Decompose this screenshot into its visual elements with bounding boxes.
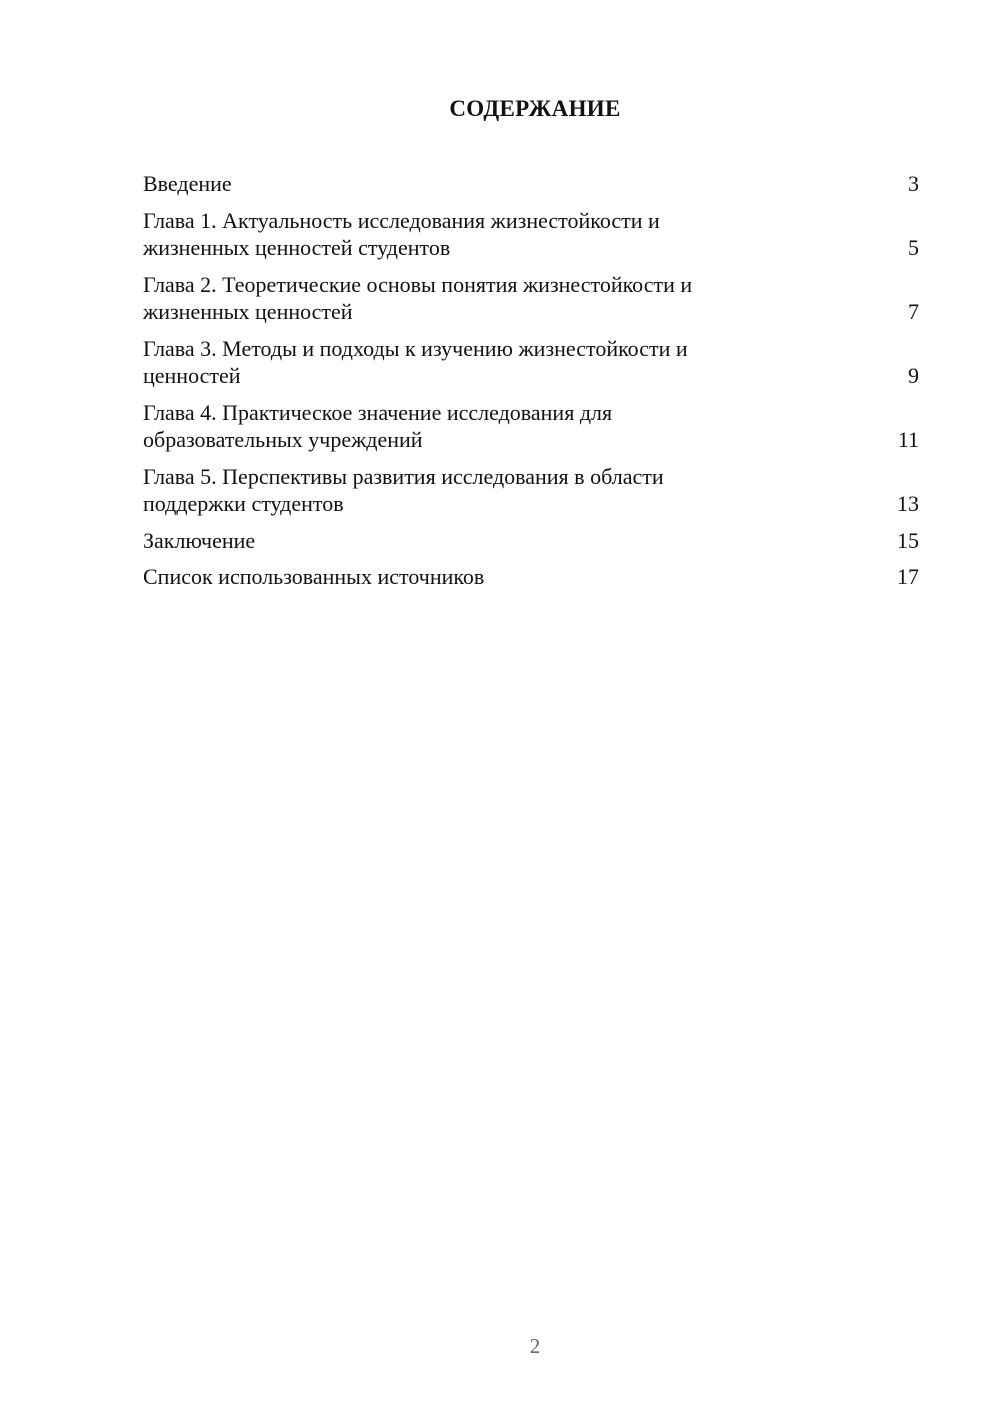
toc-entry-page: 5	[908, 235, 919, 260]
toc-entry-title: Глава 5. Перспективы развития исследования в области поддержки студентов	[143, 464, 664, 516]
toc-entry-page: 17	[897, 564, 919, 589]
table-of-contents	[143, 170, 919, 599]
toc-entry-title: Глава 3. Методы и подходы к изучению жизнестойкости и ценностей	[143, 336, 688, 388]
toc-entry-title: Список использованных источников	[143, 564, 485, 589]
page-number: 2	[529, 1334, 541, 1358]
toc-entry-page: 11	[897, 427, 919, 452]
toc-entry-page: 7	[908, 299, 919, 324]
toc-entry-chapter-4	[143, 399, 919, 453]
toc-entry-references	[143, 563, 919, 590]
page-title: СОДЕРЖАНИЕ	[449, 96, 621, 121]
toc-entry-introduction	[143, 170, 919, 197]
toc-entry-page: 13	[897, 491, 919, 516]
toc-entry-title: Глава 1. Актуальность исследования жизнестойкости и жизненных ценностей студентов	[143, 208, 660, 260]
toc-entry-chapter-2	[143, 271, 919, 325]
toc-entry-chapter-1	[143, 207, 919, 261]
toc-entry-page: 9	[908, 363, 919, 388]
toc-entry-page: 15	[897, 528, 919, 553]
toc-entry-chapter-5	[143, 463, 919, 517]
toc-entry-chapter-3	[143, 335, 919, 389]
toc-entry-title: Введение	[143, 171, 232, 196]
toc-entry-title: Глава 2. Теоретические основы понятия жизнестойкости и жизненных ценностей	[143, 272, 693, 324]
toc-entry-title: Заключение	[143, 528, 256, 553]
toc-entry-title: Глава 4. Практическое значение исследования для образовательных учреждений	[143, 400, 613, 452]
toc-entry-page: 3	[908, 171, 919, 196]
toc-entry-conclusion	[143, 527, 919, 554]
